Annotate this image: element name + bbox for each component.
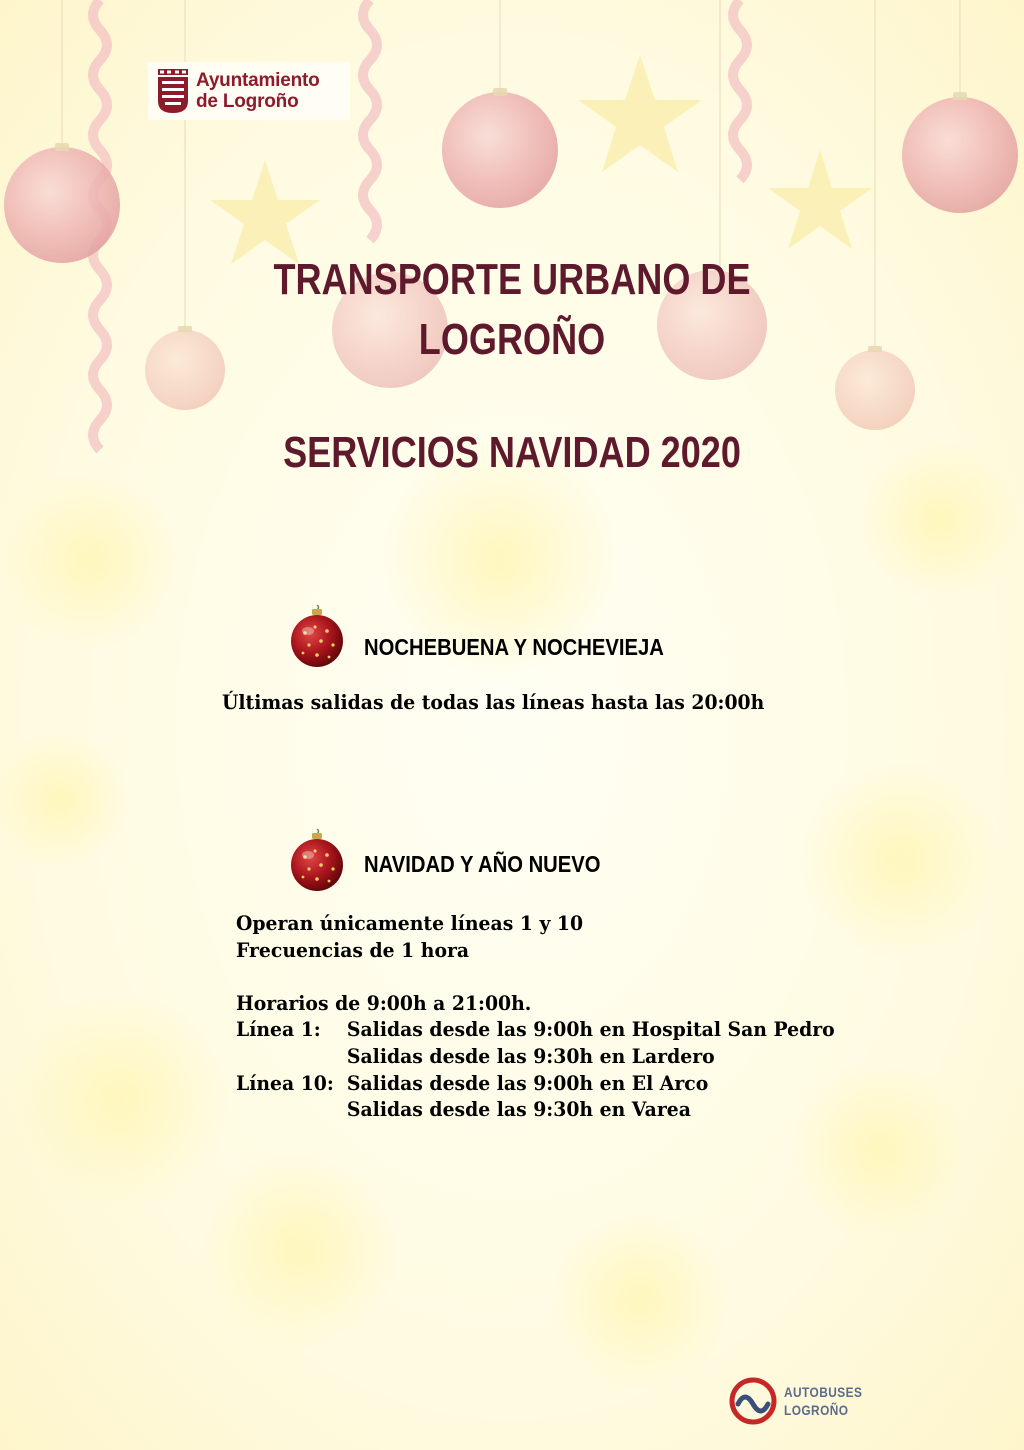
navidad-frecuencias: Frecuencias de 1 hora bbox=[236, 937, 470, 962]
ayuntamiento-logo bbox=[148, 62, 350, 120]
autobuses-logo-line1: AUTOBUSES bbox=[784, 1384, 863, 1400]
linea10-row2 bbox=[236, 1096, 894, 1123]
page-title-line1: TRANSPORTE URBANO DE bbox=[273, 255, 751, 304]
navidad-details bbox=[236, 910, 894, 1123]
linea10-salida1: Salidas desde las 9:00h en El Arco bbox=[346, 1070, 709, 1095]
linea1-label: Línea 1: bbox=[236, 1017, 321, 1042]
linea1-row2 bbox=[236, 1043, 894, 1070]
linea1-row1 bbox=[236, 1016, 894, 1043]
linea1-salida1: Salidas desde las 9:00h en Hospital San Pedro bbox=[346, 1017, 835, 1042]
autobuses-logo-icon bbox=[728, 1376, 778, 1426]
nochebuena-text: Últimas salidas de todas las líneas hasta las 20:00h bbox=[222, 690, 765, 714]
autobuses-logrono-logo bbox=[728, 1374, 878, 1428]
linea10-row1 bbox=[236, 1070, 894, 1097]
page-subtitle: SERVICIOS NAVIDAD 2020 bbox=[283, 428, 741, 477]
page-title-line2: LOGROÑO bbox=[418, 315, 606, 364]
linea1-salida2: Salidas desde las 9:30h en Lardero bbox=[346, 1043, 715, 1068]
ayuntamiento-logo-line2: de Logroño bbox=[196, 91, 299, 112]
heading-navidad: NAVIDAD Y AÑO NUEVO bbox=[364, 851, 601, 877]
autobuses-logo-line2: LOGROÑO bbox=[784, 1402, 849, 1418]
christmas-ornament-icon bbox=[289, 605, 345, 667]
linea10-salida2: Salidas desde las 9:30h en Varea bbox=[346, 1097, 691, 1122]
navidad-operan: Operan únicamente líneas 1 y 10 bbox=[236, 911, 584, 935]
linea10-label: Línea 10: bbox=[236, 1070, 334, 1095]
ayuntamiento-logo-line1: Ayuntamiento bbox=[196, 70, 320, 91]
navidad-horarios: Horarios de 9:00h a 21:00h. bbox=[236, 990, 532, 1015]
christmas-ornament-icon bbox=[289, 829, 345, 891]
heading-nochebuena: NOCHEBUENA Y NOCHEVIEJA bbox=[364, 634, 664, 660]
logrono-crest-icon bbox=[158, 69, 188, 113]
